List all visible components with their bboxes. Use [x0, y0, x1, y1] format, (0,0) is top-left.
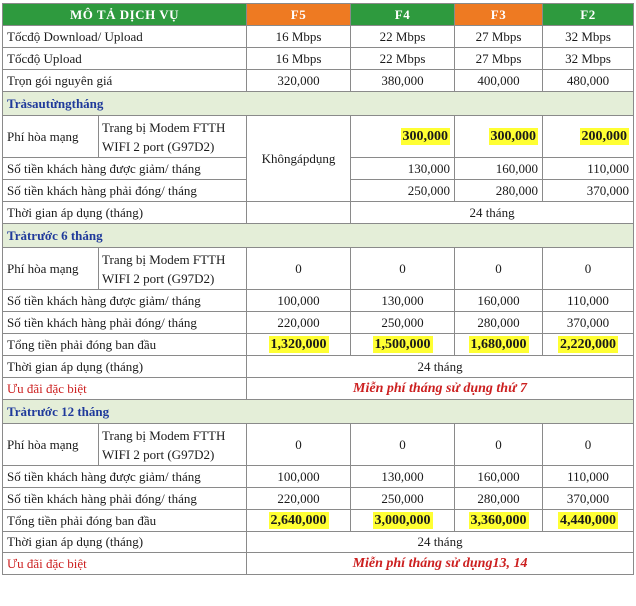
cell: 220,000: [247, 488, 351, 510]
table-row: [3, 312, 634, 334]
period-label: Thời gian áp dụng (tháng): [3, 356, 247, 378]
modem-label: Trang bị Modem FTTH WIFI 2 port (G97D2): [99, 424, 247, 466]
cell: 130,000: [351, 158, 455, 180]
highlight-value: 1,680,000: [470, 337, 527, 352]
cell: 0: [247, 424, 351, 466]
special-label: Ưu đãi đặc biệt: [3, 378, 247, 400]
table-row: [3, 356, 634, 378]
price-label: Trọn gói nguyên giá: [3, 70, 247, 92]
highlight-value: 2,220,000: [560, 337, 617, 352]
cell: 160,000: [455, 290, 543, 312]
special-label: Ưu đãi đặc biệt: [3, 553, 247, 575]
highlight-value: 300,000: [490, 129, 537, 144]
table-row: [3, 378, 634, 400]
header-plan-f5: F5: [247, 4, 351, 26]
period-value: 24 tháng: [247, 356, 634, 378]
section-header-six: [3, 224, 634, 248]
cell: 0: [351, 248, 455, 290]
header-plan-f3: F3: [455, 4, 543, 26]
discount-label: Số tiền khách hàng được giảm/ tháng: [3, 466, 247, 488]
highlight-value: 2,640,000: [270, 513, 327, 528]
table-row: [3, 466, 634, 488]
section-title: Trảtrước 6 tháng: [3, 224, 634, 248]
cell: 250,000: [351, 312, 455, 334]
highlight-value: 300,000: [402, 129, 449, 144]
fee-label: Phí hòa mạng: [3, 248, 99, 290]
cell: 280,000: [455, 180, 543, 202]
header-desc: MÔ TẢ DỊCH VỤ: [3, 4, 247, 26]
cell: 0: [351, 424, 455, 466]
table-row: [3, 290, 634, 312]
cell: 280,000: [455, 488, 543, 510]
cell: 0: [455, 424, 543, 466]
cell: 370,000: [543, 180, 634, 202]
pricing-table: [2, 3, 634, 575]
cell: 480,000: [543, 70, 634, 92]
fee-label: Phí hòa mạng: [3, 116, 99, 158]
cell: 27 Mbps: [455, 48, 543, 70]
cell: 16 Mbps: [247, 26, 351, 48]
section-title: Trảsautừngtháng: [3, 92, 634, 116]
total-label: Tổng tiền phải đóng ban đầu: [3, 510, 247, 532]
cell: [455, 334, 543, 356]
highlight-value: 1,500,000: [374, 337, 431, 352]
special-offer: Miễn phí tháng sử dụng thứ 7: [247, 378, 634, 400]
section-header-monthly: [3, 92, 634, 116]
pay-label: Số tiền khách hàng phải đóng/ tháng: [3, 180, 247, 202]
cell: [247, 510, 351, 532]
cell: 250,000: [351, 180, 455, 202]
cell: [351, 116, 455, 158]
modem-label: Trang bị Modem FTTH WIFI 2 port (G97D2): [99, 116, 247, 158]
cell: [351, 334, 455, 356]
discount-label: Số tiền khách hàng được giảm/ tháng: [3, 290, 247, 312]
cell: 280,000: [455, 312, 543, 334]
cell: 370,000: [543, 488, 634, 510]
period-value: 24 tháng: [351, 202, 634, 224]
table-row: [3, 532, 634, 553]
table-row: [3, 48, 634, 70]
header-row: [3, 4, 634, 26]
cell: 27 Mbps: [455, 26, 543, 48]
cell: 22 Mbps: [351, 48, 455, 70]
highlight-value: 200,000: [581, 129, 628, 144]
header-plan-f4: F4: [351, 4, 455, 26]
cell: 110,000: [543, 158, 634, 180]
cell: 160,000: [455, 466, 543, 488]
cell: 0: [455, 248, 543, 290]
cell: 32 Mbps: [543, 48, 634, 70]
cell: 0: [247, 248, 351, 290]
pay-label: Số tiền khách hàng phải đóng/ tháng: [3, 312, 247, 334]
section-header-twelve: [3, 400, 634, 424]
table-row: [3, 116, 634, 158]
cell: [543, 510, 634, 532]
cell: 22 Mbps: [351, 26, 455, 48]
table-row: [3, 70, 634, 92]
download-label: Tốcđộ Download/ Upload: [3, 26, 247, 48]
cell: 160,000: [455, 158, 543, 180]
upload-label: Tốcđộ Upload: [3, 48, 247, 70]
section-title: Trảtrước 12 tháng: [3, 400, 634, 424]
table-row: [3, 334, 634, 356]
highlight-value: 3,000,000: [374, 513, 431, 528]
cell: 130,000: [351, 466, 455, 488]
fee-label: Phí hòa mạng: [3, 424, 99, 466]
cell: [247, 334, 351, 356]
modem-label: Trang bị Modem FTTH WIFI 2 port (G97D2): [99, 248, 247, 290]
period-label: Thời gian áp dụng (tháng): [3, 532, 247, 553]
cell: 32 Mbps: [543, 26, 634, 48]
cell: [351, 510, 455, 532]
table-row: [3, 488, 634, 510]
cell: 320,000: [247, 70, 351, 92]
cell: 380,000: [351, 70, 455, 92]
cell: 110,000: [543, 466, 634, 488]
cell: 0: [543, 248, 634, 290]
cell: 130,000: [351, 290, 455, 312]
cell: [455, 510, 543, 532]
cell: 100,000: [247, 466, 351, 488]
pay-label: Số tiền khách hàng phải đóng/ tháng: [3, 488, 247, 510]
table-row: [3, 248, 634, 290]
cell: [543, 116, 634, 158]
discount-label: Số tiền khách hàng được giảm/ tháng: [3, 158, 247, 180]
period-value: 24 tháng: [247, 532, 634, 553]
cell: 400,000: [455, 70, 543, 92]
period-label: Thời gian áp dụng (tháng): [3, 202, 247, 224]
cell: 370,000: [543, 312, 634, 334]
table-row: [3, 553, 634, 575]
cell: [455, 116, 543, 158]
highlight-value: 1,320,000: [270, 337, 327, 352]
total-label: Tổng tiền phải đóng ban đầu: [3, 334, 247, 356]
cell: 220,000: [247, 312, 351, 334]
table-row: [3, 26, 634, 48]
highlight-value: 4,440,000: [560, 513, 617, 528]
table-row: [3, 510, 634, 532]
header-plan-f2: F2: [543, 4, 634, 26]
special-offer: Miễn phí tháng sử dụng13, 14: [247, 553, 634, 575]
not-applicable-cell: Khôngápdụng: [247, 116, 351, 202]
highlight-value: 3,360,000: [470, 513, 527, 528]
cell: 100,000: [247, 290, 351, 312]
cell: [247, 202, 351, 224]
cell: 110,000: [543, 290, 634, 312]
cell: [543, 334, 634, 356]
table-row: [3, 202, 634, 224]
cell: 250,000: [351, 488, 455, 510]
cell: 16 Mbps: [247, 48, 351, 70]
table-row: [3, 424, 634, 466]
cell: 0: [543, 424, 634, 466]
